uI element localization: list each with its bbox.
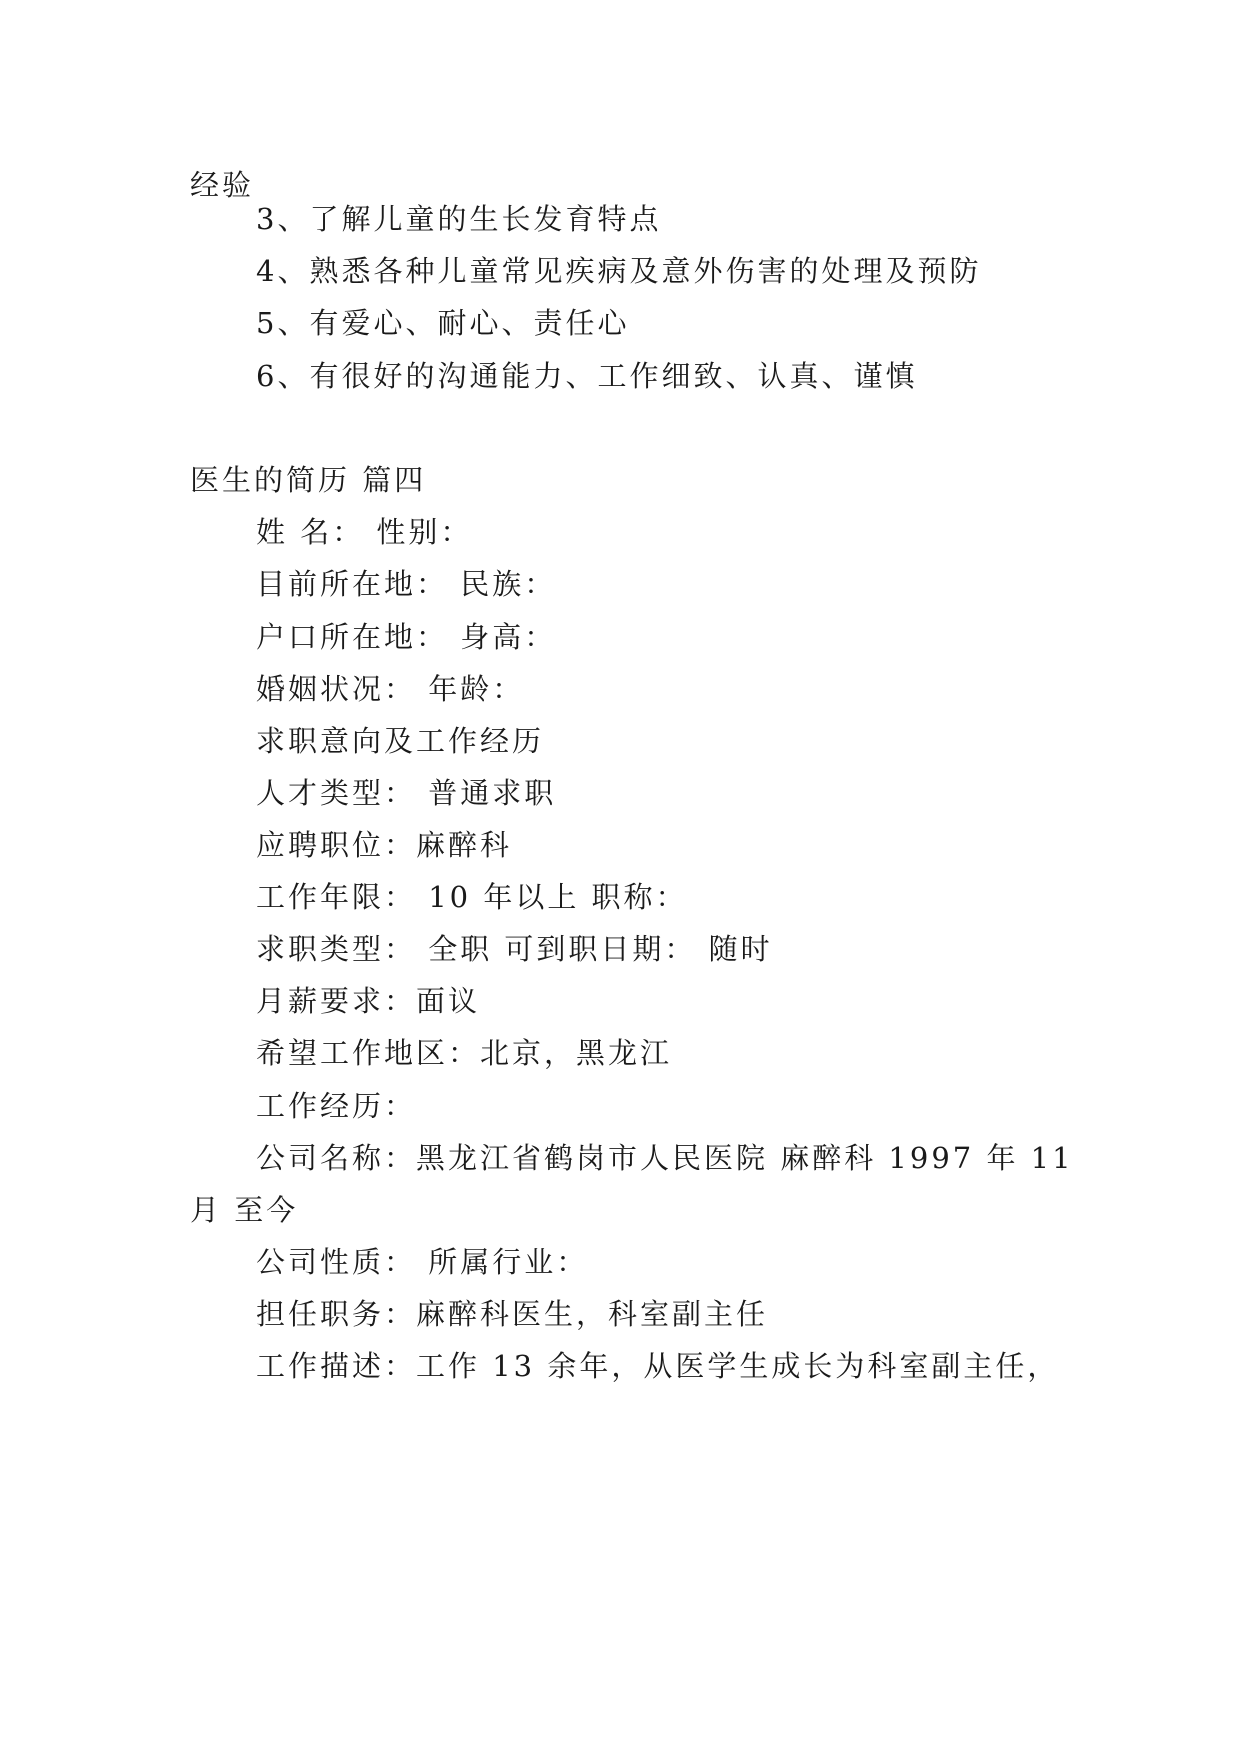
field-position: 应聘职位：麻醉科: [256, 828, 513, 862]
subsection-heading: 求职意向及工作经历: [256, 724, 545, 758]
field-name-gender: 姓 名： 性别：: [256, 515, 473, 549]
field-hukou-height: 户口所在地： 身高：: [256, 620, 557, 654]
list-item: 5、有爱心、耐心、责任心: [256, 306, 630, 340]
list-item: 4、熟悉各种儿童常见疾病及意外伤害的处理及预防: [256, 254, 982, 288]
list-item: 6、有很好的沟通能力、工作细致、认真、谨慎: [256, 359, 918, 393]
company-line: 公司名称：黑龙江省鹤岗市人民医院 麻醉科 1997 年 11: [256, 1141, 1074, 1175]
field-job-type: 求职类型： 全职 可到职日期： 随时: [256, 932, 773, 966]
field-work-history-label: 工作经历：: [256, 1089, 417, 1123]
field-desired-region: 希望工作地区：北京，黑龙江: [256, 1036, 673, 1070]
field-years-title: 工作年限： 10 年以上 职称：: [256, 880, 688, 914]
company-line-continued: 月 至今: [190, 1193, 299, 1227]
field-company-nature: 公司性质： 所属行业：: [256, 1245, 589, 1279]
section-title: 医生的简历 篇四: [190, 463, 427, 497]
list-item: 3、了解儿童的生长发育特点: [256, 202, 662, 236]
field-role: 担任职务：麻醉科医生，科室副主任: [256, 1297, 769, 1331]
field-job-description: 工作描述：工作 13 余年，从医学生成长为科室副主任，: [256, 1349, 1060, 1383]
field-talent-type: 人才类型： 普通求职: [256, 776, 557, 810]
field-location-ethnicity: 目前所在地： 民族：: [256, 567, 557, 601]
field-salary: 月薪要求：面议: [256, 984, 481, 1018]
field-marital-age: 婚姻状况： 年龄：: [256, 672, 525, 706]
continuation-text: 经验: [190, 168, 255, 202]
